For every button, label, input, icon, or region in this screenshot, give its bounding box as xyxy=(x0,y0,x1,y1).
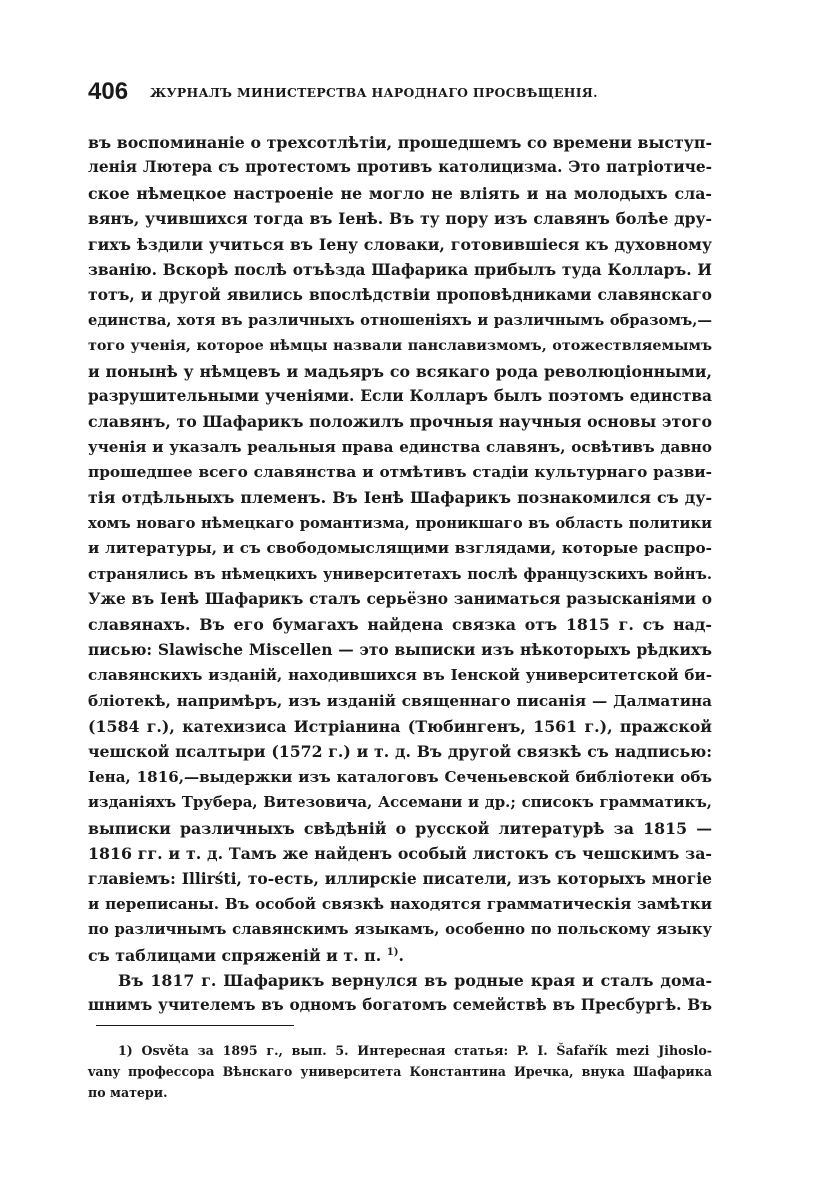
text-line: званію. Вскорѣ послѣ отъѣзда Шафарика прибылъ туда Колларъ. И xyxy=(88,259,712,279)
running-head: ЖУРНАЛЪ МИНИСТЕРСТВА НАРОДНАГО ПРОСВѢЩЕНІЯ. xyxy=(150,85,598,100)
text-line: по различнымъ славянскимъ языкамъ, особенно по польскому языку xyxy=(88,920,712,939)
text-line: 1816 гг. и т. д. Тамъ же найденъ особый листокъ съ чешскимъ за- xyxy=(88,843,712,863)
text-line: прошедшее всего славянства и отмѣтивъ стадіи культурнаго разви- xyxy=(88,463,712,482)
text-line: и литературы, и съ свободомыслящими взглядами, которые распро- xyxy=(88,539,712,558)
text-line: единства, хотя въ различныхъ отношеніяхъ и различнымъ образомъ,— xyxy=(88,311,712,329)
text-line: Уже въ Іенѣ Шафарикъ сталъ серьёзно заниматься разысканіями о xyxy=(88,590,712,609)
text-line: Іена, 1816,—выдержки изъ каталоговъ Сеченьевской библіотеки объ xyxy=(88,767,712,786)
footnote-line: по матери. xyxy=(88,1085,168,1100)
text-line: шнимъ учителемъ въ одномъ богатомъ семействѣ въ Пресбургѣ. Въ xyxy=(88,996,712,1015)
text-line: и переписаны. Въ особой связкѣ находятся грамматическія замѣтки xyxy=(88,894,712,913)
text-line: тія отдѣльныхъ племенъ. Въ Іенѣ Шафарикъ познакомился съ ду- xyxy=(88,488,712,508)
text-line: славянскихъ изданій, находившихся въ Іенской университетской би- xyxy=(88,666,712,685)
text-line: бліотекѣ, напримѣръ, изъ изданій священнаго писанія — Далматина xyxy=(88,691,712,710)
text-line: изданіяхъ Трубера, Витезовича, Ассемани и др.; списокъ грамматикъ, xyxy=(88,793,712,812)
page-header xyxy=(88,78,748,110)
page-number: 406 xyxy=(88,78,129,105)
footnote-divider xyxy=(96,1025,294,1026)
text-line: славянахъ. Въ его бумагахъ найдена связка отъ 1815 г. съ над- xyxy=(88,615,712,635)
text-line: ленія Лютера съ протестомъ противъ католицизма. Это патріотиче- xyxy=(88,158,712,177)
body-text xyxy=(88,130,712,1019)
text-line: разрушительными ученіями. Если Колларъ былъ поэтомъ единства xyxy=(88,386,712,405)
text-line-paragraph-start: Въ 1817 г. Шафарикъ вернулся въ родные края и сталъ дома- xyxy=(118,970,712,990)
text-line: хомъ новаго нѣмецкаго романтизма, проникшаго въ область политики xyxy=(88,514,712,532)
text-line: странялись въ нѣмецкихъ университетахъ послѣ французскихъ войнъ. xyxy=(88,565,712,583)
text-line: ученія и указалъ реальныя права единства славянъ, освѣтивъ давно xyxy=(88,437,712,456)
text-line: вянъ, учившихся тогда въ Іенѣ. Въ ту пору изъ славянъ болѣе дру- xyxy=(88,209,712,229)
footnote-line: vany профессора Вѣнскаго университета Константина Иречка, внука Шафарика xyxy=(88,1064,712,1079)
text-line: выписки различныхъ свѣдѣній о русской литературѣ за 1815 — xyxy=(88,818,712,838)
text-line-paragraph-end: съ таблицами спряженій и т. п. $^{1)}$. xyxy=(88,945,404,965)
text-line: гихъ ѣздили учиться въ Іену словаки, готовившіеся къ духовному xyxy=(88,234,712,254)
text-line: того ученія, которое нѣмцы назвали панславизмомъ, отожествляемымъ xyxy=(88,337,712,355)
text-line: писью: Slawische Miscellen — это выписки изъ нѣкоторыхъ рѣдкихъ xyxy=(88,640,712,659)
text-line: главіемъ: Illirśti, то-есть, иллирскіе писатели, изъ которыхъ многіе xyxy=(88,869,712,889)
footnote-block xyxy=(88,1040,712,1103)
text-line: тотъ, и другой явились впослѣдствіи проповѣдниками славянскаго xyxy=(88,285,712,305)
text-line: и понынѣ у нѣмцевъ и мадьяръ со всякаго рода революціонными, xyxy=(88,361,712,381)
text-line-content: съ таблицами спряженій и т. п. xyxy=(88,945,382,965)
text-line: въ воспоминаніе о трехсотлѣтіи, прошедшемъ со времени выступ- xyxy=(88,133,712,152)
text-line: (1584 г.), катехизиса Истріанина (Тюбингенъ, 1561 г.), пражской xyxy=(88,716,712,736)
footnote-reference: 1) xyxy=(386,946,399,958)
text-line: чешской псалтыри (1572 г.) и т. д. Въ другой связкѣ съ надписью: xyxy=(88,742,712,762)
text-line: славянъ, то Шафарикъ положилъ прочныя научныя основы этого xyxy=(88,412,712,432)
text-line: ское нѣмецкое настроеніе не могло не вліять и на молодыхъ сла- xyxy=(88,183,712,203)
footnote-line: 1) Osvěta за 1895 г., вып. 5. Интересная статья: P. I. Šafařík mezi Jihoslo- xyxy=(118,1043,712,1058)
